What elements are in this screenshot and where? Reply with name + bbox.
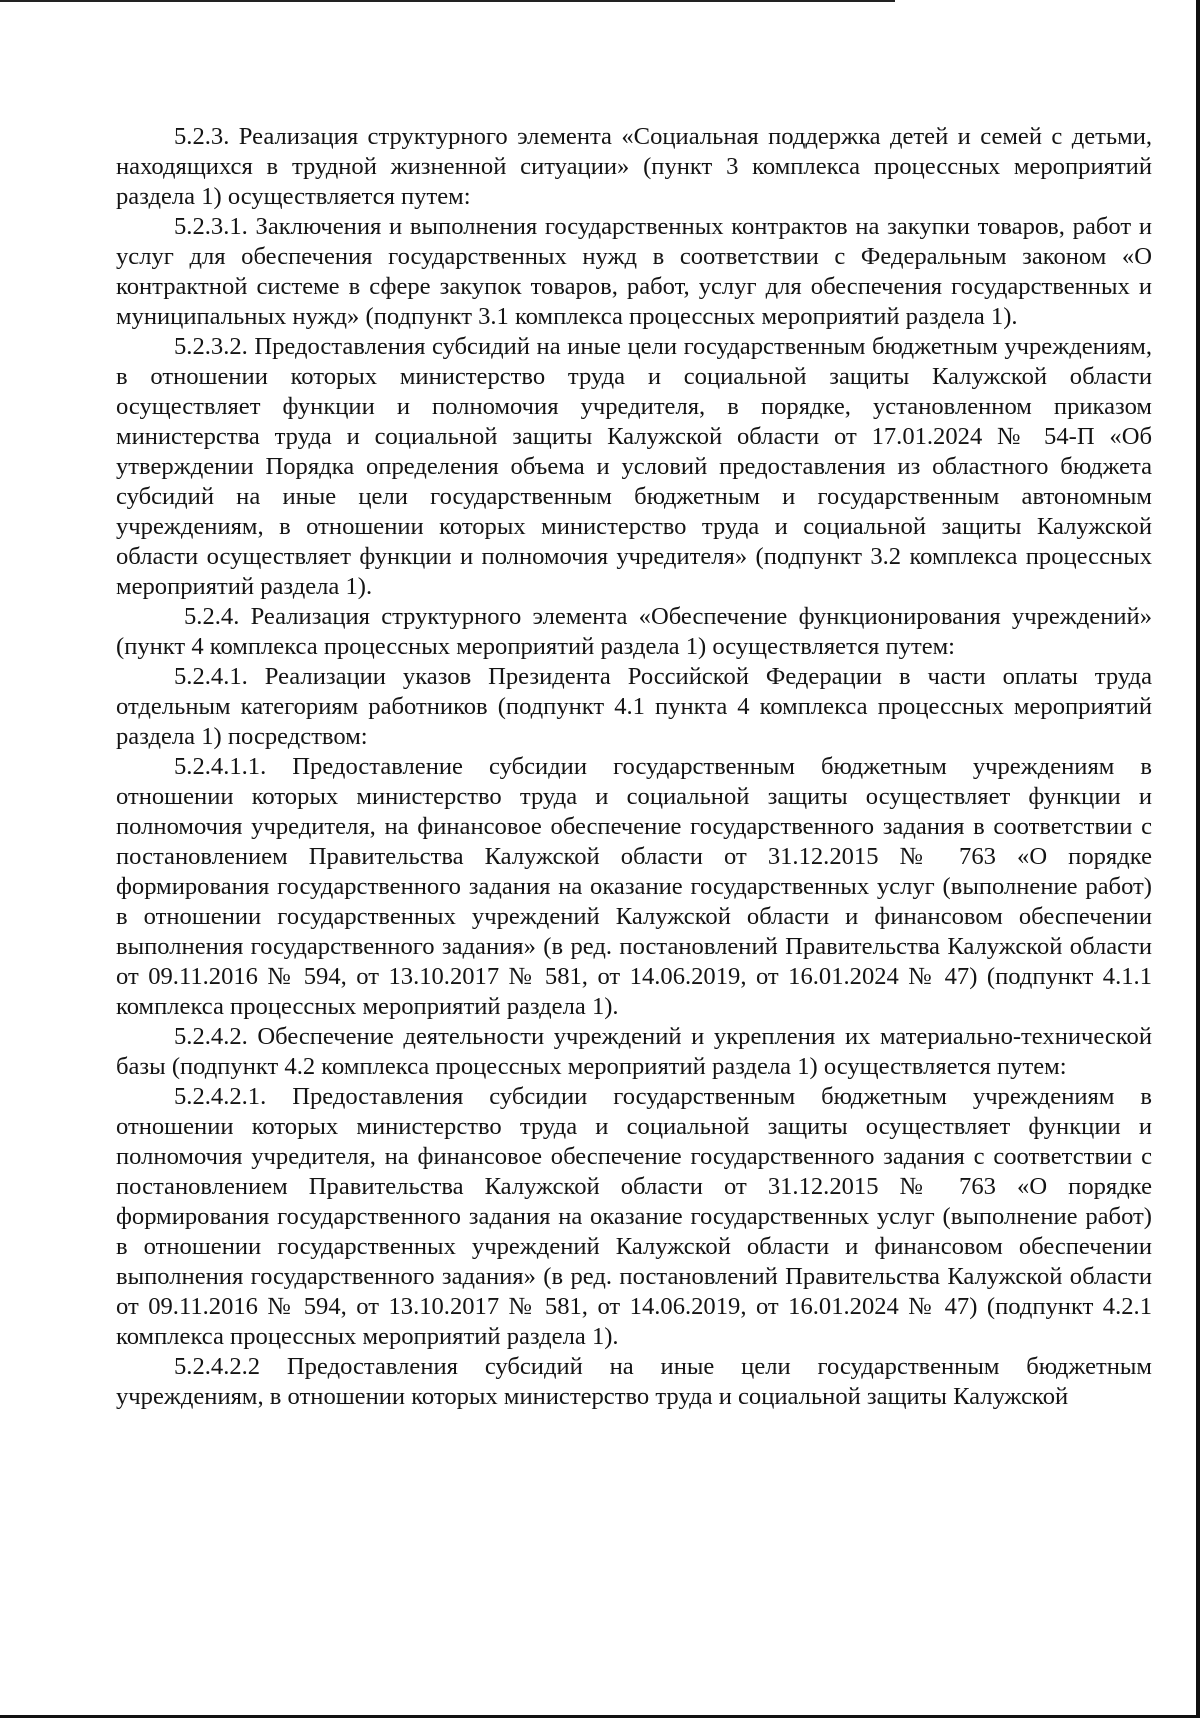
- document-body: [116, 122, 1152, 1412]
- scan-top-edge: [0, 0, 930, 2]
- paragraph-5-2-4-2-2: 5.2.4.2.2 Предоставления субсидий на иные цели государственным бюджетным учреждениям, в отношении которых министерство труда и социальной защиты Калужской: [116, 1353, 1152, 1410]
- scan-right-edge: [1196, 0, 1200, 1718]
- paragraph-5-2-3: 5.2.3. Реализация структурного элемента «Социальная поддержка детей и семей с детьми, находящихся в трудной жизненной ситуации» (пункт 3 комплекса процессных мероприятий раздела 1) осуществляется путем:: [116, 123, 1152, 210]
- paragraph-5-2-4: 5.2.4. Реализация структурного элемента «Обеспечение функционирования учреждений» (пункт 4 комплекса процессных мероприятий раздела 1) осуществляется путем:: [116, 603, 1152, 660]
- paragraph-5-2-4-2: 5.2.4.2. Обеспечение деятельности учреждений и укрепления их материально-технической базы (подпункт 4.2 комплекса процессных мероприятий раздела 1) осуществляется путем:: [116, 1023, 1152, 1080]
- paragraph-5-2-4-1-1: 5.2.4.1.1. Предоставление субсидии государственным бюджетным учреждениям в отношении которых министерство труда и социальной защиты осуществляет функции и полномочия учредителя, на финансовое обеспечение государственного задания в соответствии с постановлением Правительства Калужской области от 31.12.2015 № 763 «О порядке формирования государственного задания на оказание государственных услуг (выполнение работ) в отношении государственных учреждений Калужской области и финансовом обеспечении выполнения государственного задания» (в ред. постановлений Правительства Калужской области от 09.11.2016 № 594, от 13.10.2017 № 581, от 14.06.2019, от 16.01.2024 № 47) (подпункт 4.1.1 комплекса процессных мероприятий раздела 1).: [116, 753, 1152, 1020]
- paragraph-5-2-3-1: 5.2.3.1. Заключения и выполнения государственных контрактов на закупки товаров, работ и услуг для обеспечения государственных нужд в соответствии с Федеральным законом «О контрактной системе в сфере закупок товаров, работ, услуг для обеспечения государственных и муниципальных нужд» (подпункт 3.1 комплекса процессных мероприятий раздела 1).: [116, 213, 1152, 330]
- paragraph-5-2-3-2: 5.2.3.2. Предоставления субсидий на иные цели государственным бюджетным учреждениям, в отношении которых министерство труда и социальной защиты Калужской области осуществляет функции и полномочия учредителя, в порядке, установленном приказом министерства труда и социальной защиты Калужской области от 17.01.2024 № 54-П «Об утверждении Порядка определения объема и условий предоставления из областного бюджета субсидий на иные цели государственным бюджетным и государственным автономным учреждениям, в отношении которых министерство труда и социальной защиты Калужской области осуществляет функции и полномочия учредителя» (подпункт 3.2 комплекса процессных мероприятий раздела 1).: [116, 333, 1152, 600]
- paragraph-5-2-4-2-1: 5.2.4.2.1. Предоставления субсидии государственным бюджетным учреждениям в отношении которых министерство труда и социальной защиты осуществляет функции и полномочия учредителя, на финансовое обеспечение государственного задания с соответствии с постановлением Правительства Калужской области от 31.12.2015 № 763 «О порядке формирования государственного задания на оказание государственных услуг (выполнение работ) в отношении государственных учреждений Калужской области и финансовом обеспечении выполнения государственного задания» (в ред. постановлений Правительства Калужской области от 09.11.2016 № 594, от 13.10.2017 № 581, от 14.06.2019, от 16.01.2024 № 47) (подпункт 4.2.1 комплекса процессных мероприятий раздела 1).: [116, 1083, 1152, 1350]
- paragraph-5-2-4-1: 5.2.4.1. Реализации указов Президента Российской Федерации в части оплаты труда отдельным категориям работников (подпункт 4.1 пункта 4 комплекса процессных мероприятий раздела 1) посредством:: [116, 663, 1152, 750]
- scan-top-edge-gap: [895, 0, 935, 2]
